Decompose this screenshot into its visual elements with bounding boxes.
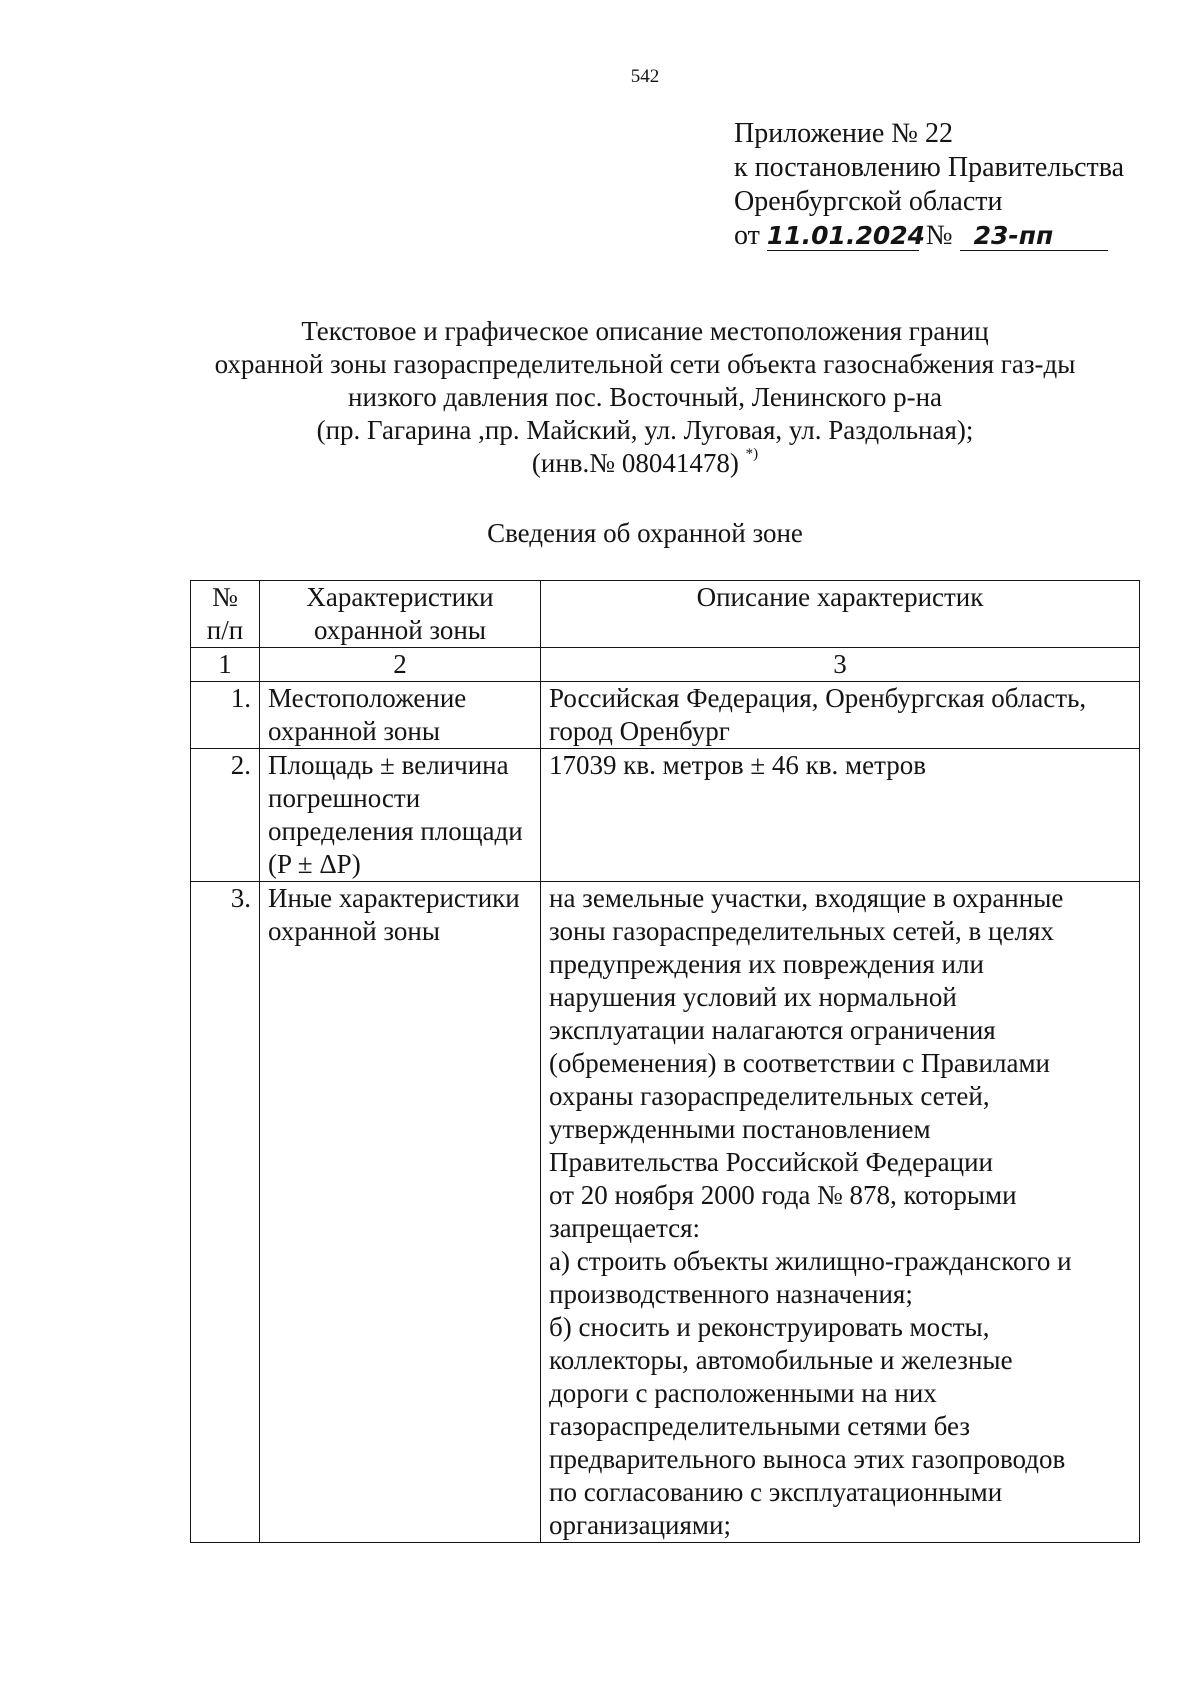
appendix-region: Оренбургской области — [734, 186, 1003, 217]
text-line: от 20 ноября 2000 года № 878, которыми — [549, 1180, 1017, 1210]
text-line: (обременения) в соответствии с Правилами — [549, 1048, 1050, 1078]
title-line: низкого давления пос. Восточный, Ленинского р-на — [348, 382, 942, 412]
text-line: предупреждения их повреждения или — [549, 949, 984, 979]
header-text: № — [212, 582, 238, 612]
header-text: охранной зоны — [313, 615, 486, 645]
inventory-number: (инв.№ 08041478) — [531, 448, 739, 478]
appendix-title: Приложение № 22 — [734, 118, 953, 149]
table-index-row — [191, 648, 1140, 682]
text-line: а) строить объекты жилищно-гражданского и — [549, 1246, 1072, 1276]
row-description — [541, 882, 1140, 1543]
row-description — [541, 682, 1140, 749]
row-name — [260, 882, 541, 1543]
row-name — [260, 682, 541, 749]
document-title — [160, 315, 1130, 480]
table-header-row — [191, 581, 1140, 648]
appendix-block — [734, 117, 1124, 253]
row-number: 2. — [191, 749, 260, 882]
text-line: определения площади — [268, 816, 523, 846]
title-line: (пр. Гагарина ,пр. Майский, ул. Луговая, ул. Раздольная); — [316, 415, 974, 445]
title-line-inventory — [160, 447, 1130, 480]
title-line: Текстовое и графическое описание местоположения границ — [301, 316, 989, 346]
table-row — [191, 682, 1140, 749]
text-line: по согласованию с эксплуатационными — [549, 1477, 1003, 1507]
text-line: Иные характеристики — [268, 883, 520, 913]
index-cell: 2 — [260, 648, 541, 682]
row-number: 1. — [191, 682, 260, 749]
row-number: 3. — [191, 882, 260, 1543]
table-row — [191, 749, 1140, 882]
text-line: (P ± ΔP) — [268, 849, 361, 879]
header-text: Характеристики — [306, 582, 494, 612]
row-name — [260, 749, 541, 882]
header-cell-description: Описание характеристик — [541, 581, 1140, 648]
text-line: охраны газораспределительных сетей, — [549, 1081, 990, 1111]
text-line: дороги с расположенными на них — [549, 1378, 937, 1408]
appendix-date-line — [734, 219, 1124, 253]
text-line: Местоположение — [268, 683, 467, 713]
row-description — [541, 749, 1140, 882]
text-line: Правительства Российской Федерации — [549, 1147, 993, 1177]
table-row — [191, 882, 1140, 1543]
section-subtitle: Сведения об охранной зоне — [487, 518, 803, 548]
appendix-resolution: к постановлению Правительства — [734, 152, 1125, 183]
text-line: погрешности — [268, 783, 421, 813]
zone-info-table — [190, 580, 1140, 1543]
text-line: коллекторы, автомобильные и железные — [549, 1345, 1013, 1375]
text-line: нарушения условий их нормальной — [549, 982, 957, 1012]
text-line: организациями; — [549, 1510, 731, 1540]
text-line: город Оренбург — [549, 716, 730, 746]
text-line: на земельные участки, входящие в охранные — [549, 883, 1064, 913]
header-cell-number — [191, 581, 260, 648]
text-line: Российская Федерация, Оренбургская область, — [549, 683, 1087, 713]
number-prefix: № — [925, 220, 953, 251]
text-line: охранной зоны — [268, 916, 441, 946]
text-line: производственного назначения; — [549, 1279, 913, 1309]
date-prefix: от — [734, 220, 760, 251]
text-line: б) сносить и реконструировать мосты, — [549, 1312, 990, 1342]
handwritten-number: 23-пп — [960, 222, 1108, 251]
text-line: зоны газораспределительных сетей, в целях — [549, 916, 1054, 946]
handwritten-date: 11.01.2024 — [766, 221, 926, 250]
header-text: п/п — [206, 615, 244, 645]
text-line: Площадь ± величина — [268, 750, 509, 780]
text-line: газораспределительными сетями без — [549, 1411, 971, 1441]
title-line: охранной зоны газораспределительной сети объекта газоснабжения газ-ды — [214, 349, 1076, 379]
footnote-mark: *) — [745, 446, 759, 462]
text-line: предварительного выноса этих газопроводов — [549, 1444, 1066, 1474]
header-cell-characteristics — [260, 581, 541, 648]
text-line: запрещается: — [549, 1213, 701, 1243]
index-cell: 3 — [541, 648, 1140, 682]
text-line: 17039 кв. метров ± 46 кв. метров — [549, 750, 926, 780]
index-cell: 1 — [191, 648, 260, 682]
page-number: 542 — [630, 66, 660, 87]
text-line: утвержденными постановлением — [549, 1114, 931, 1144]
text-line: охранной зоны — [268, 716, 441, 746]
text-line: эксплуатации налагаются ограничения — [549, 1015, 996, 1045]
